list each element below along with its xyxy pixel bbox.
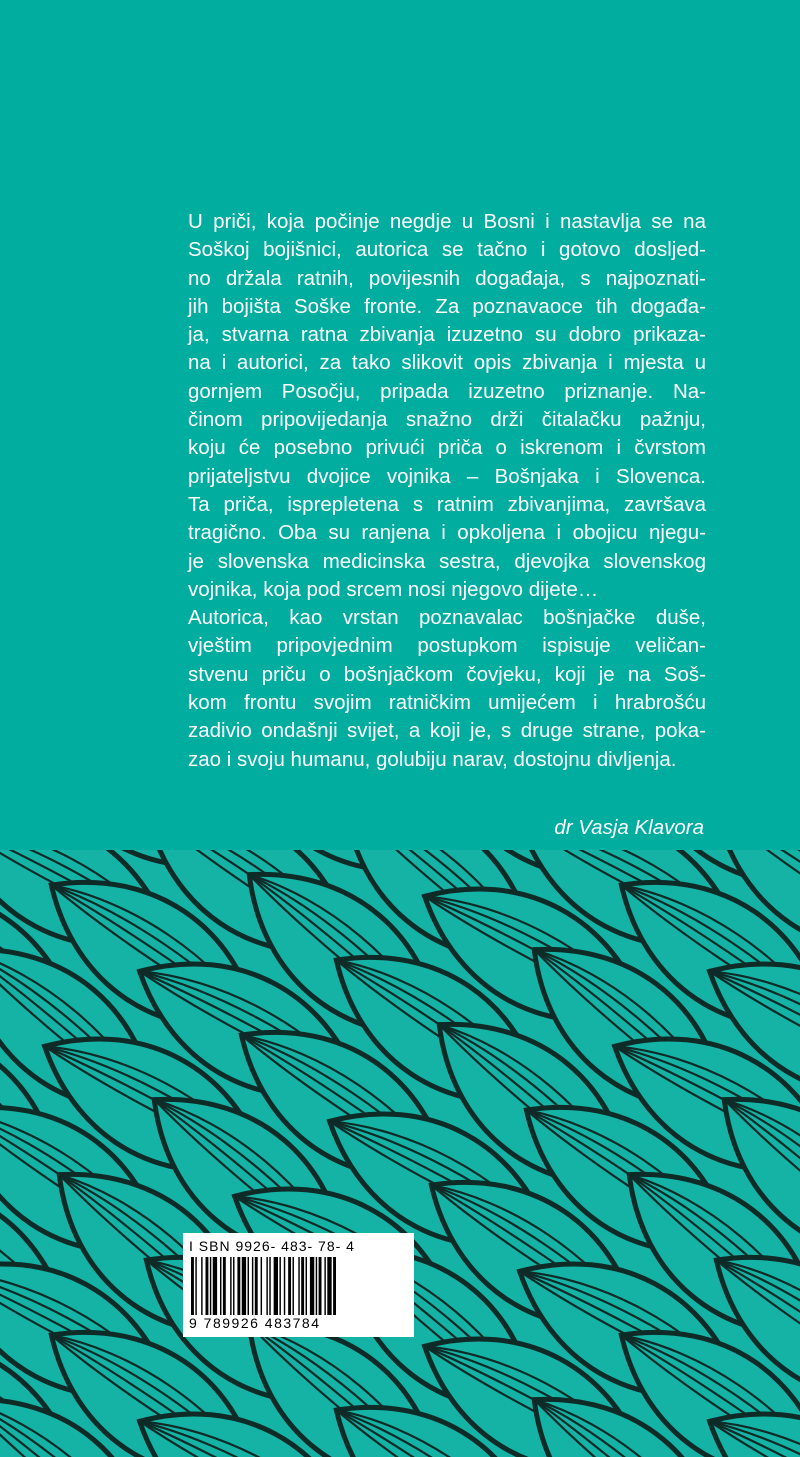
blurb-line: ja, stvarna ratna zbivanja izuzetno su dobro prikaza- bbox=[188, 323, 706, 347]
blurb-line: gornjem Posočju, pripada izuzetno priznanje. Na- bbox=[188, 379, 706, 403]
blurb-line: prijateljstvu dvojice vojnika – Bošnjaka i Slovenca. bbox=[188, 464, 706, 488]
isbn-label: I SBN 9926- 483- 78- 4 bbox=[189, 1238, 355, 1254]
blurb-line: no držala ratnih, povijesnih događaja, s najpoznati- bbox=[188, 266, 706, 290]
blurb-line: Ta priča, isprepletena s ratnim zbivanjima, završava bbox=[188, 492, 706, 516]
blurb-line: činom pripovijedanja snažno drži čitalačku pažnju, bbox=[188, 408, 706, 432]
blurb-line: kom frontu svojim ratničkim umijećem i hrabrošću bbox=[188, 691, 706, 715]
isbn-barcode bbox=[183, 1233, 414, 1337]
blurb-line: U priči, koja počinje negdje u Bosni i nastavlja se na bbox=[188, 210, 706, 233]
wave-pattern-graphic bbox=[0, 850, 800, 1457]
blurb-line: koju će posebno privući priča o iskrenom i čvrstom bbox=[188, 436, 706, 460]
blurb-line: vojnika, koja pod srcem nosi njegovo dijete… bbox=[188, 577, 599, 601]
blurb-line: zao i svoju humanu, golubiju narav, dostojnu divljenja. bbox=[188, 747, 677, 771]
blurb-line: tragično. Oba su ranjena i opkoljena i obojicu njegu- bbox=[188, 521, 706, 545]
author-signature: dr Vasja Klavora bbox=[554, 816, 704, 839]
blurb-line: stvenu priču o bošnjačkom čovjeku, koji je na Soš- bbox=[188, 662, 706, 686]
ean-digits: 9 789926 483784 bbox=[189, 1315, 321, 1331]
decorative-wave-pattern bbox=[0, 850, 800, 1457]
blurb-line: je slovenska medicinska sestra, djevojka slovenskog bbox=[188, 549, 706, 573]
blurb-line: zadivio ondašnji svijet, a koji je, s druge strane, poka- bbox=[188, 719, 706, 743]
barcode-bars bbox=[189, 1257, 408, 1315]
blurb-line: na i autorici, za tako slikovit opis zbivanja i mjesta u bbox=[188, 351, 706, 375]
blurb-line: Autorica, kao vrstan poznavalac bošnjačke duše, bbox=[188, 606, 706, 630]
blurb-line: jih bojišta Soške fronte. Za poznavaoce tih događa- bbox=[188, 294, 706, 318]
blurb-line: Soškoj bojišnici, autorica se tačno i gotovo dosljed- bbox=[188, 238, 706, 262]
back-cover-blurb bbox=[188, 208, 706, 774]
blurb-line: vještim pripovjednim postupkom ispisuje veličan- bbox=[188, 634, 706, 658]
